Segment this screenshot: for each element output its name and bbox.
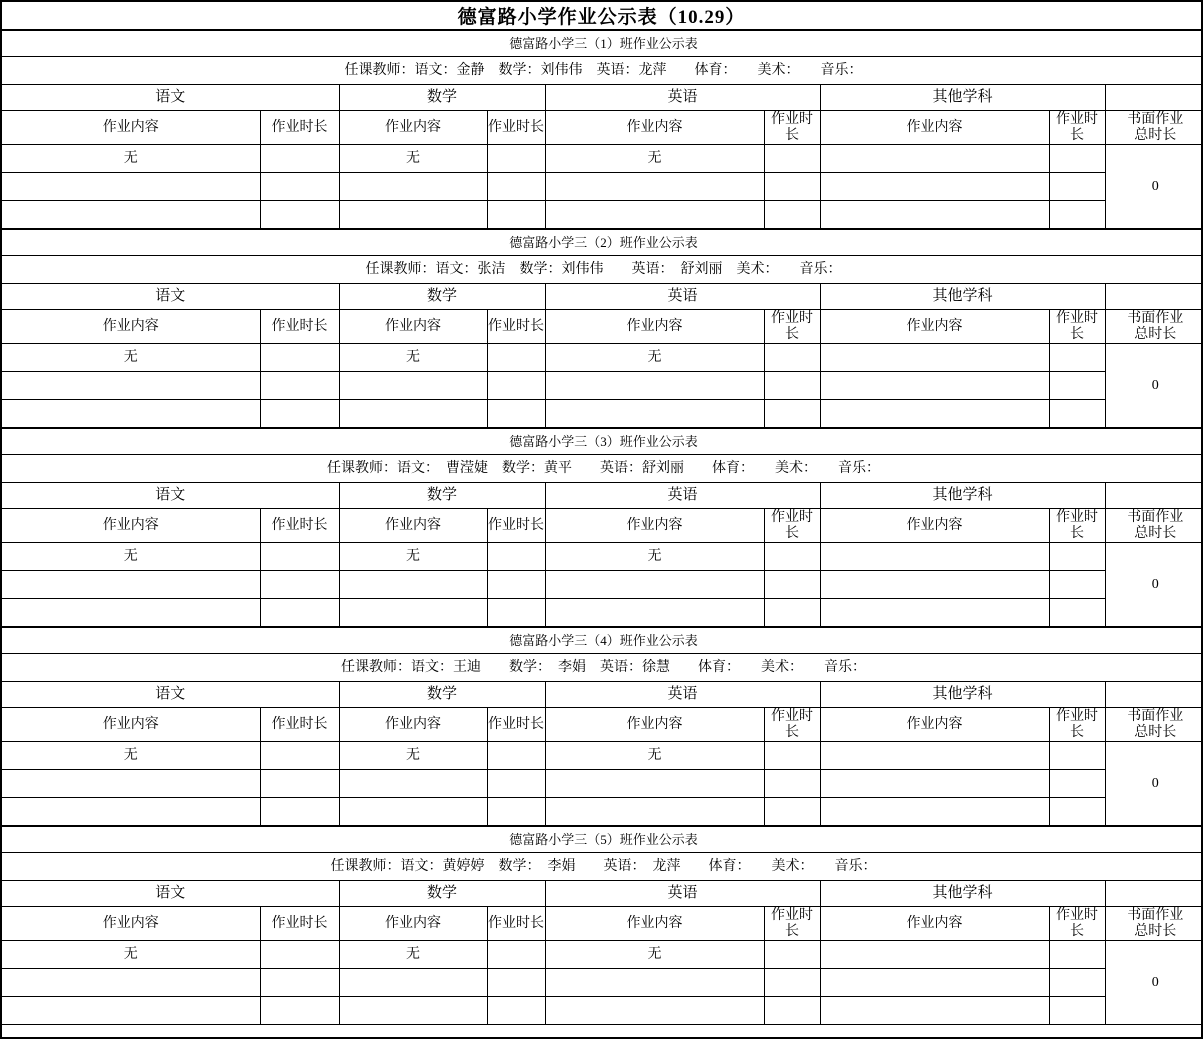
chinese-homework-cell: 无 bbox=[2, 742, 260, 770]
other-duration-cell bbox=[1049, 969, 1105, 997]
other-homework-cell bbox=[820, 742, 1049, 770]
english-homework-cell bbox=[545, 372, 764, 400]
math-duration-header: 作业时长 bbox=[487, 907, 545, 941]
english-duration-cell bbox=[764, 599, 820, 627]
subject-header-math: 数学 bbox=[339, 85, 545, 111]
math-content-header: 作业内容 bbox=[339, 907, 487, 941]
english-duration-cell bbox=[764, 344, 820, 372]
other-duration-cell bbox=[1049, 997, 1105, 1025]
math-duration-cell bbox=[487, 543, 545, 571]
total-duration-header: 书面作业总时长 bbox=[1105, 310, 1203, 344]
chinese-duration-cell bbox=[260, 599, 339, 627]
english-duration-cell bbox=[764, 798, 820, 826]
chinese-homework-cell bbox=[2, 571, 260, 599]
total-duration-spacer-cell bbox=[1105, 85, 1203, 111]
subject-header-chinese: 语文 bbox=[2, 682, 339, 708]
chinese-duration-cell bbox=[260, 571, 339, 599]
teachers-line: 任课教师：语文： 曹滢婕 数学：黄平 英语：舒刘丽 体育： 美术： 音乐： bbox=[2, 455, 1203, 483]
other-duration-cell bbox=[1049, 201, 1105, 229]
teachers-line: 任课教师：语文：张洁 数学：刘伟伟 英语： 舒刘丽 美术： 音乐： bbox=[2, 256, 1203, 284]
math-homework-cell bbox=[339, 372, 487, 400]
other-duration-header: 作业时长 bbox=[1049, 310, 1105, 344]
chinese-duration-cell bbox=[260, 997, 339, 1025]
english-content-header: 作业内容 bbox=[545, 509, 764, 543]
other-homework-cell bbox=[820, 344, 1049, 372]
math-homework-cell bbox=[339, 798, 487, 826]
other-homework-cell bbox=[820, 372, 1049, 400]
english-duration-cell bbox=[764, 173, 820, 201]
page-title: 德富路小学作业公示表（10.29） bbox=[2, 2, 1201, 30]
english-homework-cell bbox=[545, 599, 764, 627]
other-duration-header: 作业时长 bbox=[1049, 111, 1105, 145]
math-duration-cell bbox=[487, 742, 545, 770]
other-content-header: 作业内容 bbox=[820, 310, 1049, 344]
subject-header-english: 英语 bbox=[545, 881, 820, 907]
chinese-duration-header: 作业时长 bbox=[260, 708, 339, 742]
subject-header-english: 英语 bbox=[545, 284, 820, 310]
other-homework-cell bbox=[820, 599, 1049, 627]
english-content-header: 作业内容 bbox=[545, 111, 764, 145]
subject-header-english: 英语 bbox=[545, 483, 820, 509]
other-duration-cell bbox=[1049, 400, 1105, 428]
other-homework-cell bbox=[820, 201, 1049, 229]
other-duration-header: 作业时长 bbox=[1049, 708, 1105, 742]
math-homework-cell bbox=[339, 173, 487, 201]
section-title: 德富路小学三（5）班作业公示表 bbox=[2, 827, 1203, 853]
chinese-duration-header: 作业时长 bbox=[260, 509, 339, 543]
teachers-line: 任课教师：语文：金静 数学：刘伟伟 英语：龙萍 体育： 美术： 音乐： bbox=[2, 57, 1203, 85]
english-duration-cell bbox=[764, 969, 820, 997]
other-homework-cell bbox=[820, 400, 1049, 428]
english-content-header: 作业内容 bbox=[545, 708, 764, 742]
math-duration-cell bbox=[487, 400, 545, 428]
math-homework-cell: 无 bbox=[339, 543, 487, 571]
math-content-header: 作业内容 bbox=[339, 509, 487, 543]
chinese-homework-cell bbox=[2, 201, 260, 229]
chinese-content-header: 作业内容 bbox=[2, 310, 260, 344]
chinese-content-header: 作业内容 bbox=[2, 509, 260, 543]
other-homework-cell bbox=[820, 543, 1049, 571]
chinese-homework-cell bbox=[2, 997, 260, 1025]
math-duration-cell bbox=[487, 145, 545, 173]
math-homework-cell bbox=[339, 599, 487, 627]
class-section-table bbox=[2, 627, 1203, 826]
total-duration-header: 书面作业总时长 bbox=[1105, 708, 1203, 742]
chinese-duration-cell bbox=[260, 145, 339, 173]
chinese-homework-cell: 无 bbox=[2, 543, 260, 571]
math-homework-cell: 无 bbox=[339, 742, 487, 770]
english-duration-cell bbox=[764, 941, 820, 969]
teachers-line: 任课教师：语文：黄婷婷 数学： 李娟 英语： 龙萍 体育： 美术： 音乐： bbox=[2, 853, 1203, 881]
sections bbox=[2, 30, 1201, 1025]
math-duration-cell bbox=[487, 201, 545, 229]
other-homework-cell bbox=[820, 571, 1049, 599]
chinese-homework-cell: 无 bbox=[2, 344, 260, 372]
section-title: 德富路小学三（1）班作业公示表 bbox=[2, 31, 1203, 57]
math-duration-cell bbox=[487, 372, 545, 400]
subject-header-chinese: 语文 bbox=[2, 85, 339, 111]
chinese-homework-cell bbox=[2, 770, 260, 798]
chinese-duration-cell bbox=[260, 344, 339, 372]
math-duration-cell bbox=[487, 798, 545, 826]
chinese-duration-cell bbox=[260, 941, 339, 969]
chinese-homework-cell bbox=[2, 173, 260, 201]
math-homework-cell: 无 bbox=[339, 344, 487, 372]
math-content-header: 作业内容 bbox=[339, 708, 487, 742]
other-duration-header: 作业时长 bbox=[1049, 509, 1105, 543]
math-homework-cell: 无 bbox=[339, 145, 487, 173]
total-duration-spacer-cell bbox=[1105, 483, 1203, 509]
other-duration-cell bbox=[1049, 742, 1105, 770]
english-duration-cell bbox=[764, 201, 820, 229]
other-duration-cell bbox=[1049, 344, 1105, 372]
total-duration-value: 0 bbox=[1105, 145, 1203, 229]
chinese-homework-cell: 无 bbox=[2, 941, 260, 969]
math-duration-header: 作业时长 bbox=[487, 111, 545, 145]
math-duration-cell bbox=[487, 770, 545, 798]
chinese-duration-cell bbox=[260, 770, 339, 798]
class-section-table bbox=[2, 30, 1203, 229]
math-duration-cell bbox=[487, 173, 545, 201]
english-duration-cell bbox=[764, 997, 820, 1025]
math-duration-header: 作业时长 bbox=[487, 310, 545, 344]
other-homework-cell bbox=[820, 969, 1049, 997]
other-homework-cell bbox=[820, 997, 1049, 1025]
math-duration-cell bbox=[487, 997, 545, 1025]
other-homework-cell bbox=[820, 798, 1049, 826]
english-duration-cell bbox=[764, 742, 820, 770]
english-duration-cell bbox=[764, 543, 820, 571]
other-duration-cell bbox=[1049, 571, 1105, 599]
other-homework-cell bbox=[820, 941, 1049, 969]
other-content-header: 作业内容 bbox=[820, 509, 1049, 543]
chinese-homework-cell: 无 bbox=[2, 145, 260, 173]
other-duration-cell bbox=[1049, 145, 1105, 173]
other-duration-cell bbox=[1049, 372, 1105, 400]
total-duration-value: 0 bbox=[1105, 543, 1203, 627]
math-duration-cell bbox=[487, 941, 545, 969]
chinese-homework-cell bbox=[2, 599, 260, 627]
english-homework-cell: 无 bbox=[545, 145, 764, 173]
chinese-duration-header: 作业时长 bbox=[260, 111, 339, 145]
chinese-duration-header: 作业时长 bbox=[260, 907, 339, 941]
chinese-duration-cell bbox=[260, 173, 339, 201]
english-duration-header: 作业时长 bbox=[764, 708, 820, 742]
math-homework-cell bbox=[339, 997, 487, 1025]
english-homework-cell bbox=[545, 770, 764, 798]
chinese-duration-cell bbox=[260, 969, 339, 997]
subject-header-other: 其他学科 bbox=[820, 284, 1105, 310]
english-duration-cell bbox=[764, 372, 820, 400]
subject-header-chinese: 语文 bbox=[2, 483, 339, 509]
total-duration-spacer-cell bbox=[1105, 284, 1203, 310]
english-duration-header: 作业时长 bbox=[764, 111, 820, 145]
english-duration-header: 作业时长 bbox=[764, 509, 820, 543]
english-content-header: 作业内容 bbox=[545, 907, 764, 941]
total-duration-value: 0 bbox=[1105, 742, 1203, 826]
math-homework-cell bbox=[339, 400, 487, 428]
english-duration-cell bbox=[764, 145, 820, 173]
english-duration-header: 作业时长 bbox=[764, 310, 820, 344]
other-duration-cell bbox=[1049, 543, 1105, 571]
math-content-header: 作业内容 bbox=[339, 111, 487, 145]
english-homework-cell bbox=[545, 201, 764, 229]
math-content-header: 作业内容 bbox=[339, 310, 487, 344]
other-duration-cell bbox=[1049, 173, 1105, 201]
other-duration-cell bbox=[1049, 798, 1105, 826]
total-duration-header: 书面作业总时长 bbox=[1105, 509, 1203, 543]
class-section-table bbox=[2, 229, 1203, 428]
other-content-header: 作业内容 bbox=[820, 708, 1049, 742]
math-homework-cell bbox=[339, 571, 487, 599]
english-homework-cell bbox=[545, 969, 764, 997]
total-duration-header: 书面作业总时长 bbox=[1105, 111, 1203, 145]
chinese-content-header: 作业内容 bbox=[2, 708, 260, 742]
chinese-content-header: 作业内容 bbox=[2, 111, 260, 145]
other-duration-cell bbox=[1049, 599, 1105, 627]
total-duration-spacer-cell bbox=[1105, 682, 1203, 708]
math-duration-cell bbox=[487, 599, 545, 627]
chinese-duration-cell bbox=[260, 543, 339, 571]
math-duration-cell bbox=[487, 344, 545, 372]
total-duration-header: 书面作业总时长 bbox=[1105, 907, 1203, 941]
subject-header-english: 英语 bbox=[545, 682, 820, 708]
subject-header-other: 其他学科 bbox=[820, 881, 1105, 907]
total-duration-spacer-cell bbox=[1105, 881, 1203, 907]
math-duration-cell bbox=[487, 571, 545, 599]
math-homework-cell bbox=[339, 770, 487, 798]
chinese-duration-cell bbox=[260, 400, 339, 428]
math-duration-cell bbox=[487, 969, 545, 997]
other-duration-header: 作业时长 bbox=[1049, 907, 1105, 941]
english-duration-cell bbox=[764, 770, 820, 798]
chinese-duration-cell bbox=[260, 201, 339, 229]
section-title: 德富路小学三（3）班作业公示表 bbox=[2, 429, 1203, 455]
other-homework-cell bbox=[820, 173, 1049, 201]
other-content-header: 作业内容 bbox=[820, 907, 1049, 941]
other-duration-cell bbox=[1049, 941, 1105, 969]
subject-header-other: 其他学科 bbox=[820, 682, 1105, 708]
english-homework-cell: 无 bbox=[545, 941, 764, 969]
english-homework-cell bbox=[545, 571, 764, 599]
math-duration-header: 作业时长 bbox=[487, 509, 545, 543]
total-duration-value: 0 bbox=[1105, 344, 1203, 428]
english-duration-header: 作业时长 bbox=[764, 907, 820, 941]
english-duration-cell bbox=[764, 400, 820, 428]
chinese-homework-cell bbox=[2, 798, 260, 826]
english-homework-cell bbox=[545, 400, 764, 428]
chinese-homework-cell bbox=[2, 969, 260, 997]
section-title: 德富路小学三（2）班作业公示表 bbox=[2, 230, 1203, 256]
section-title: 德富路小学三（4）班作业公示表 bbox=[2, 628, 1203, 654]
english-homework-cell: 无 bbox=[545, 742, 764, 770]
class-section-table bbox=[2, 826, 1203, 1025]
subject-header-other: 其他学科 bbox=[820, 85, 1105, 111]
other-homework-cell bbox=[820, 770, 1049, 798]
english-duration-cell bbox=[764, 571, 820, 599]
math-homework-cell bbox=[339, 201, 487, 229]
subject-header-english: 英语 bbox=[545, 85, 820, 111]
english-content-header: 作业内容 bbox=[545, 310, 764, 344]
subject-header-chinese: 语文 bbox=[2, 284, 339, 310]
chinese-duration-header: 作业时长 bbox=[260, 310, 339, 344]
other-homework-cell bbox=[820, 145, 1049, 173]
chinese-homework-cell bbox=[2, 400, 260, 428]
english-homework-cell: 无 bbox=[545, 344, 764, 372]
chinese-content-header: 作业内容 bbox=[2, 907, 260, 941]
english-homework-cell bbox=[545, 173, 764, 201]
total-duration-value: 0 bbox=[1105, 941, 1203, 1025]
english-homework-cell bbox=[545, 997, 764, 1025]
math-homework-cell bbox=[339, 969, 487, 997]
subject-header-math: 数学 bbox=[339, 483, 545, 509]
chinese-homework-cell bbox=[2, 372, 260, 400]
subject-header-chinese: 语文 bbox=[2, 881, 339, 907]
class-section-table bbox=[2, 428, 1203, 627]
chinese-duration-cell bbox=[260, 372, 339, 400]
other-duration-cell bbox=[1049, 770, 1105, 798]
teachers-line: 任课教师：语文：王迪 数学： 李娟 英语：徐慧 体育： 美术： 音乐： bbox=[2, 654, 1203, 682]
subject-header-math: 数学 bbox=[339, 881, 545, 907]
math-duration-header: 作业时长 bbox=[487, 708, 545, 742]
english-homework-cell: 无 bbox=[545, 543, 764, 571]
english-homework-cell bbox=[545, 798, 764, 826]
subject-header-math: 数学 bbox=[339, 284, 545, 310]
chinese-duration-cell bbox=[260, 798, 339, 826]
math-homework-cell: 无 bbox=[339, 941, 487, 969]
other-content-header: 作业内容 bbox=[820, 111, 1049, 145]
chinese-duration-cell bbox=[260, 742, 339, 770]
subject-header-other: 其他学科 bbox=[820, 483, 1105, 509]
subject-header-math: 数学 bbox=[339, 682, 545, 708]
